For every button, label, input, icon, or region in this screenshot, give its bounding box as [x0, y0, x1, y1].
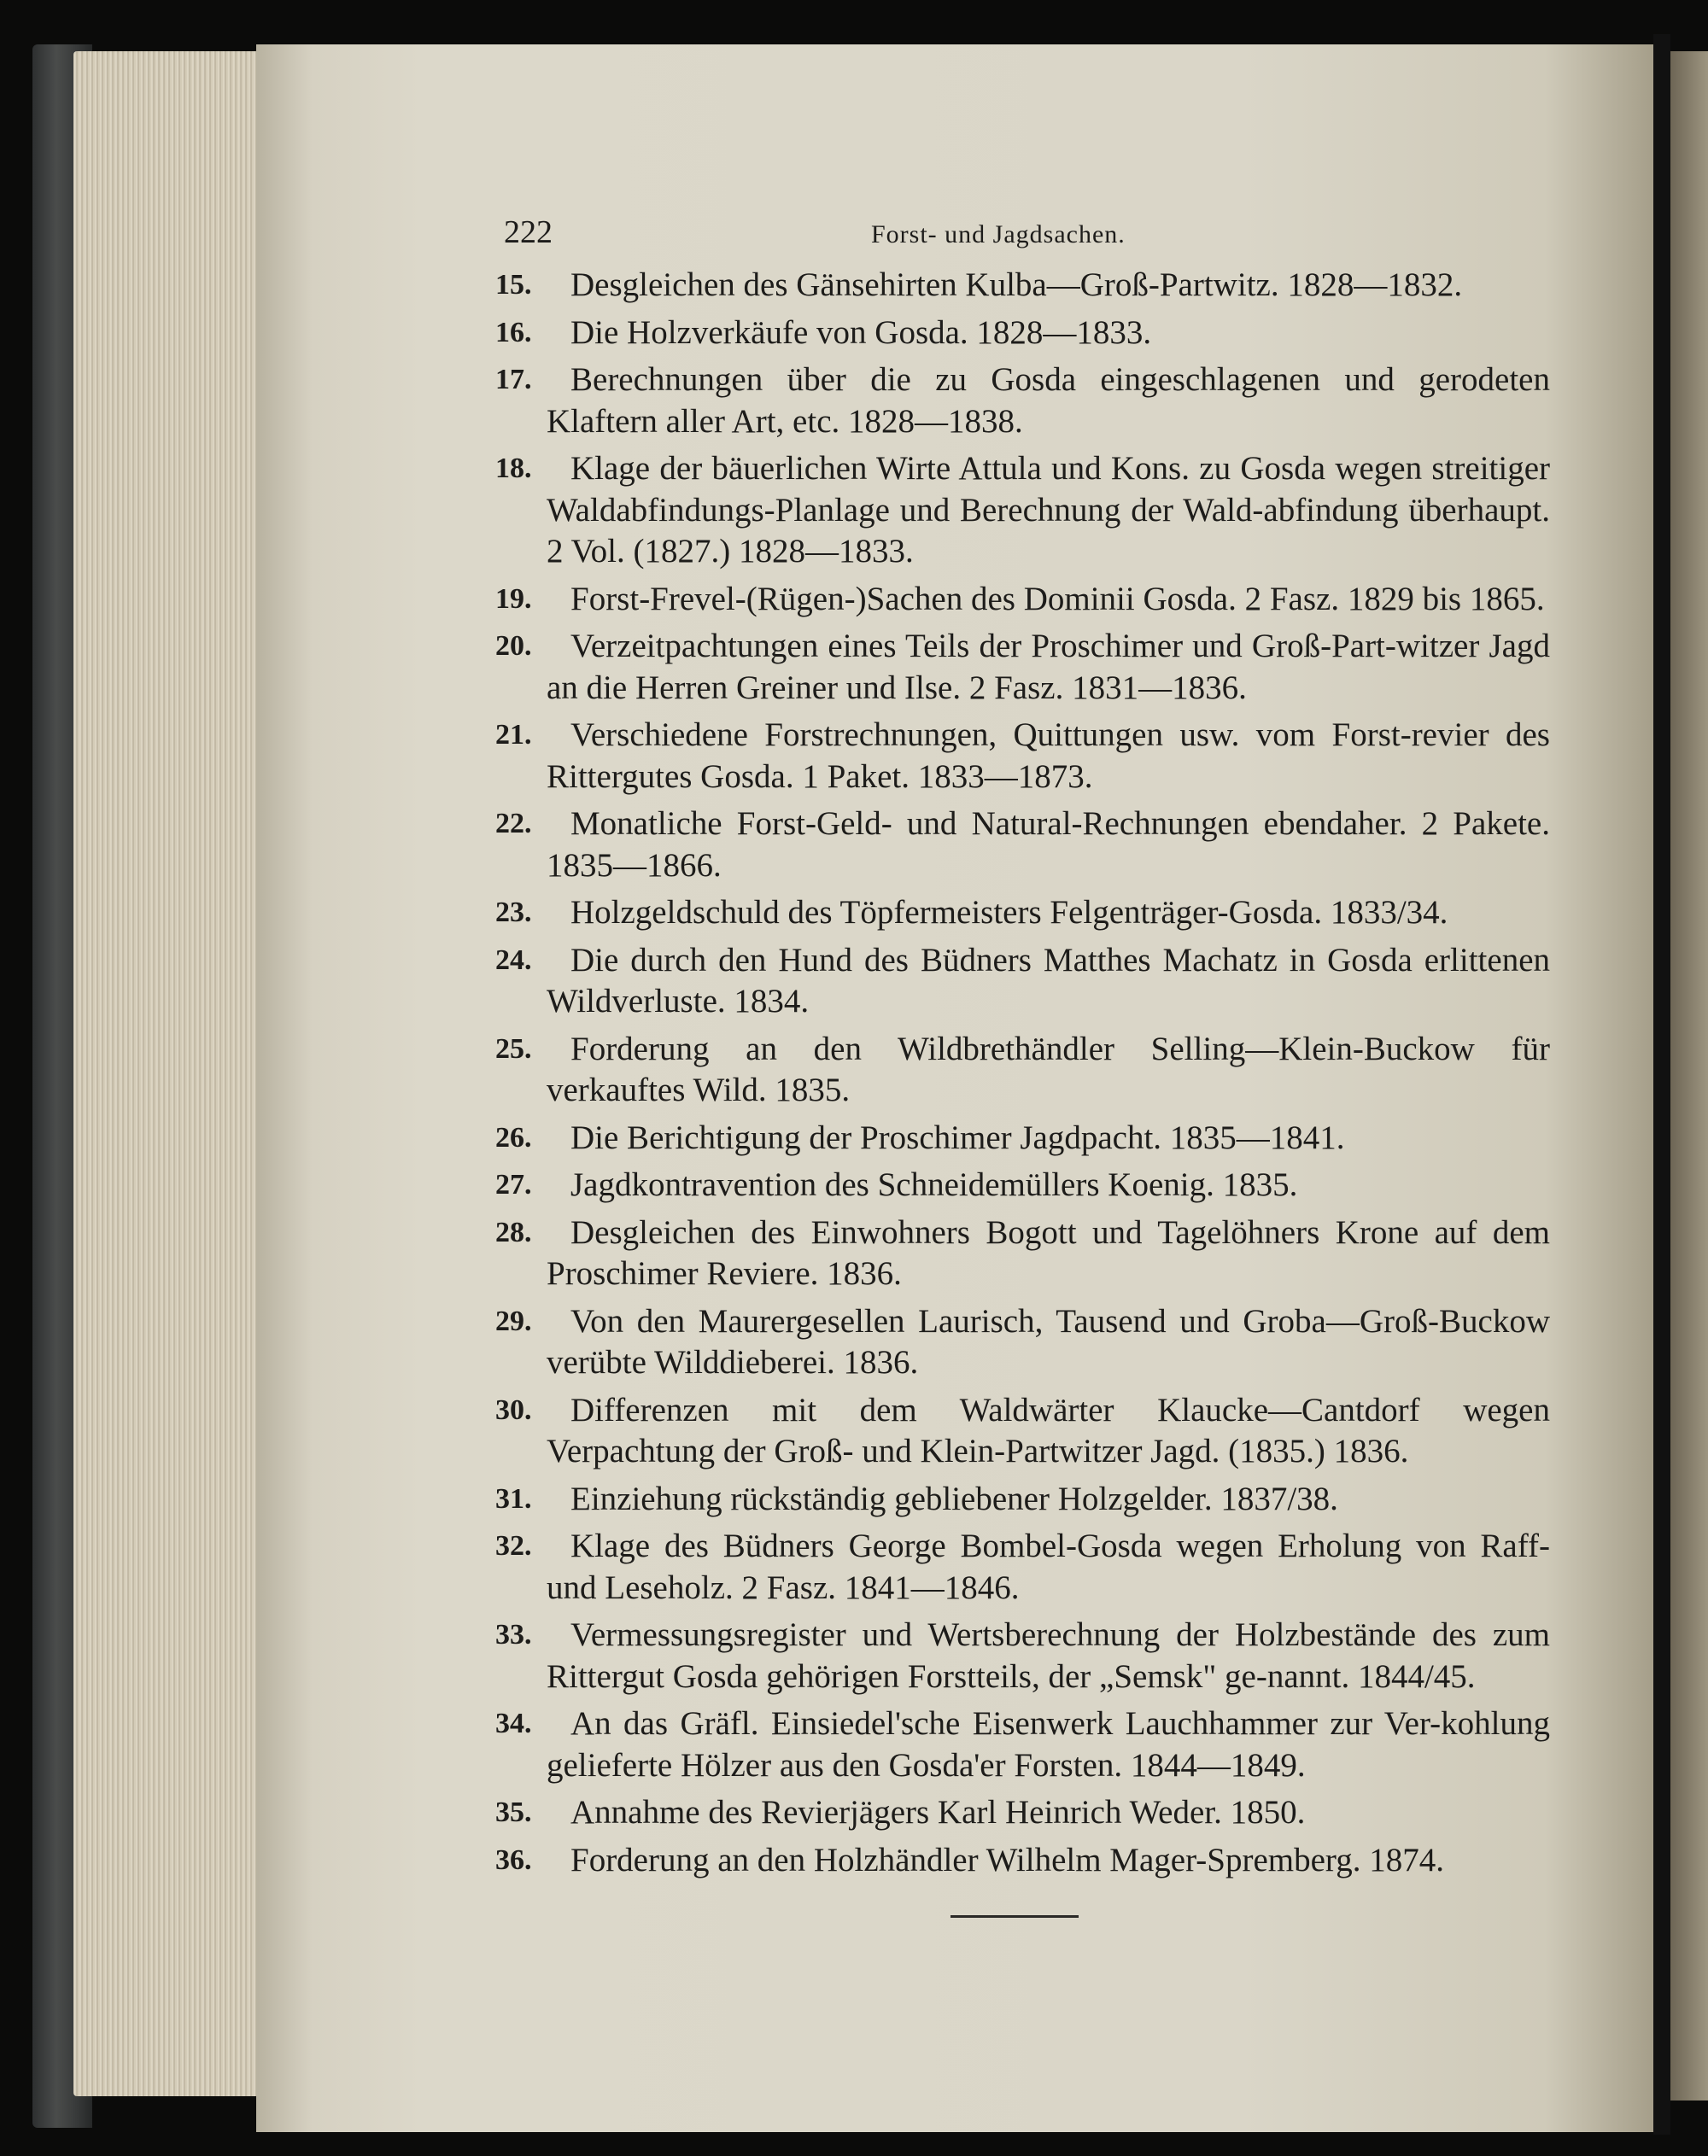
entry-text: Desgleichen des Gänsehirten Kulba—Groß-Partwitz. 1828—1832. — [570, 266, 1463, 303]
list-item — [495, 940, 1550, 1023]
list-item — [495, 1212, 1550, 1295]
entry-number: 25. — [495, 1032, 532, 1065]
list-item — [495, 892, 1550, 934]
entry-text: Jagdkontravention des Schneidemüllers Koenig. 1835. — [570, 1166, 1298, 1203]
entry-text: Einziehung rückständig gebliebener Holzgelder. 1837/38. — [570, 1480, 1338, 1517]
entry-text: Forderung an den Wildbrethändler Selling—Klein-Buckow für verkauftes Wild. 1835. — [547, 1030, 1550, 1108]
entry-text: Verzeitpachtungen eines Teils der Proschimer und Groß-Part-witzer Jagd an die Herren Greiner und Ilse. 2 Fasz. 1831—1836. — [547, 628, 1550, 706]
entry-text: Klage des Büdners George Bombel-Gosda wegen Erholung von Raff- und Leseholz. 2 Fasz. 1841—1846. — [547, 1528, 1550, 1606]
entry-number: 19. — [495, 582, 532, 615]
entry-text: Klage der bäuerlichen Wirte Attula und Kons. zu Gosda wegen streitiger Waldabfindungs-Planlage und Berechnung der Wald-abfindung überhaupt. 2 Vol. (1827.) 1828—1833. — [547, 450, 1550, 570]
entry-number: 35. — [495, 1797, 532, 1828]
list-item — [495, 1615, 1550, 1697]
list-item — [495, 1792, 1550, 1834]
list-item — [495, 579, 1550, 621]
entry-list — [495, 265, 1550, 1881]
entry-number: 18. — [495, 453, 532, 484]
list-item — [495, 1703, 1550, 1786]
list-item — [495, 1526, 1550, 1609]
closing-rule — [951, 1915, 1079, 1918]
entry-number: 32. — [495, 1530, 532, 1562]
page-number: 222 — [504, 214, 553, 250]
entry-number: 23. — [495, 897, 532, 928]
entry-number: 30. — [495, 1394, 532, 1426]
entry-number: 26. — [495, 1121, 532, 1154]
entry-text: An das Gräfl. Einsiedel'sche Eisenwerk Lauchhammer zur Ver-kohlung gelieferte Hölzer aus den Gosda'er Forsten. 1844—1849. — [547, 1705, 1550, 1784]
entry-text: Forderung an den Holzhändler Wilhelm Mager-Spremberg. 1874. — [570, 1841, 1444, 1878]
entry-text: Berechnungen über die zu Gosda eingeschlagenen und gerodeten Klaftern aller Art, etc. 1828—1838. — [547, 361, 1550, 440]
page-header — [504, 213, 1550, 265]
list-item — [495, 265, 1550, 307]
entry-number: 31. — [495, 1482, 532, 1515]
entry-number: 36. — [495, 1843, 532, 1876]
list-item — [495, 715, 1550, 798]
list-item — [495, 1029, 1550, 1112]
entry-text: Die Holzverkäufe von Gosda. 1828—1833. — [570, 313, 1152, 351]
entry-text: Forst-Frevel-(Rügen-)Sachen des Dominii Gosda. 2 Fasz. 1829 bis 1865. — [570, 580, 1545, 617]
entry-number: 17. — [495, 364, 532, 395]
entry-number: 20. — [495, 630, 532, 662]
entry-number: 15. — [495, 269, 532, 301]
list-item — [495, 359, 1550, 442]
running-title: Forst- und Jagdsachen. — [871, 220, 1126, 248]
page-gap — [1653, 34, 1670, 2135]
entry-number: 24. — [495, 944, 532, 976]
entry-number: 16. — [495, 316, 532, 348]
page-block-edge — [73, 51, 278, 2096]
entry-text: Differenzen mit dem Waldwärter Klaucke—Cantdorf wegen Verpachtung der Groß- und Klein-Partwitzer Jagd. (1835.) 1836. — [547, 1391, 1550, 1469]
facing-page-edge — [1670, 51, 1708, 2100]
entry-number: 28. — [495, 1216, 532, 1248]
list-item — [495, 1479, 1550, 1521]
entry-text: Monatliche Forst-Geld- und Natural-Rechnungen ebendaher. 2 Pakete. 1835—1866. — [547, 805, 1550, 884]
list-item — [495, 1301, 1550, 1384]
list-item — [495, 1840, 1550, 1882]
entry-text: Die Berichtigung der Proschimer Jagdpacht. 1835—1841. — [570, 1119, 1345, 1156]
list-item — [495, 448, 1550, 573]
list-item — [495, 626, 1550, 709]
entry-number: 29. — [495, 1305, 532, 1337]
entry-number: 22. — [495, 808, 532, 839]
entry-text: Verschiedene Forstrechnungen, Quittungen usw. vom Forst-revier des Rittergutes Gosda. 1 Paket. 1833—1873. — [547, 716, 1550, 795]
entry-text: Die durch den Hund des Büdners Matthes Machatz in Gosda erlittenen Wildverluste. 1834. — [547, 941, 1550, 1020]
entry-number: 21. — [495, 719, 532, 751]
list-item — [495, 1118, 1550, 1160]
entry-text: Holzgeldschuld des Töpfermeisters Felgenträger-Gosda. 1833/34. — [570, 894, 1448, 931]
list-item — [495, 313, 1550, 354]
page-content — [495, 213, 1550, 1918]
list-item — [495, 1165, 1550, 1207]
entry-text: Desgleichen des Einwohners Bogott und Tagelöhners Krone auf dem Proschimer Reviere. 1836. — [547, 1213, 1550, 1292]
entry-text: Annahme des Revierjägers Karl Heinrich Weder. 1850. — [570, 1794, 1306, 1831]
entry-text: Vermessungsregister und Wertsberechnung der Holzbestände des zum Rittergut Gosda gehörigen Forstteils, der „Semsk" ge-nannt. 1844/45. — [547, 1616, 1550, 1695]
entry-number: 27. — [495, 1169, 532, 1201]
entry-number: 34. — [495, 1708, 532, 1739]
entry-number: 33. — [495, 1619, 532, 1651]
list-item — [495, 1390, 1550, 1473]
entry-text: Von den Maurergesellen Laurisch, Tausend und Groba—Groß-Buckow verübte Wilddieberei. 1836. — [547, 1302, 1550, 1381]
list-item — [495, 803, 1550, 886]
